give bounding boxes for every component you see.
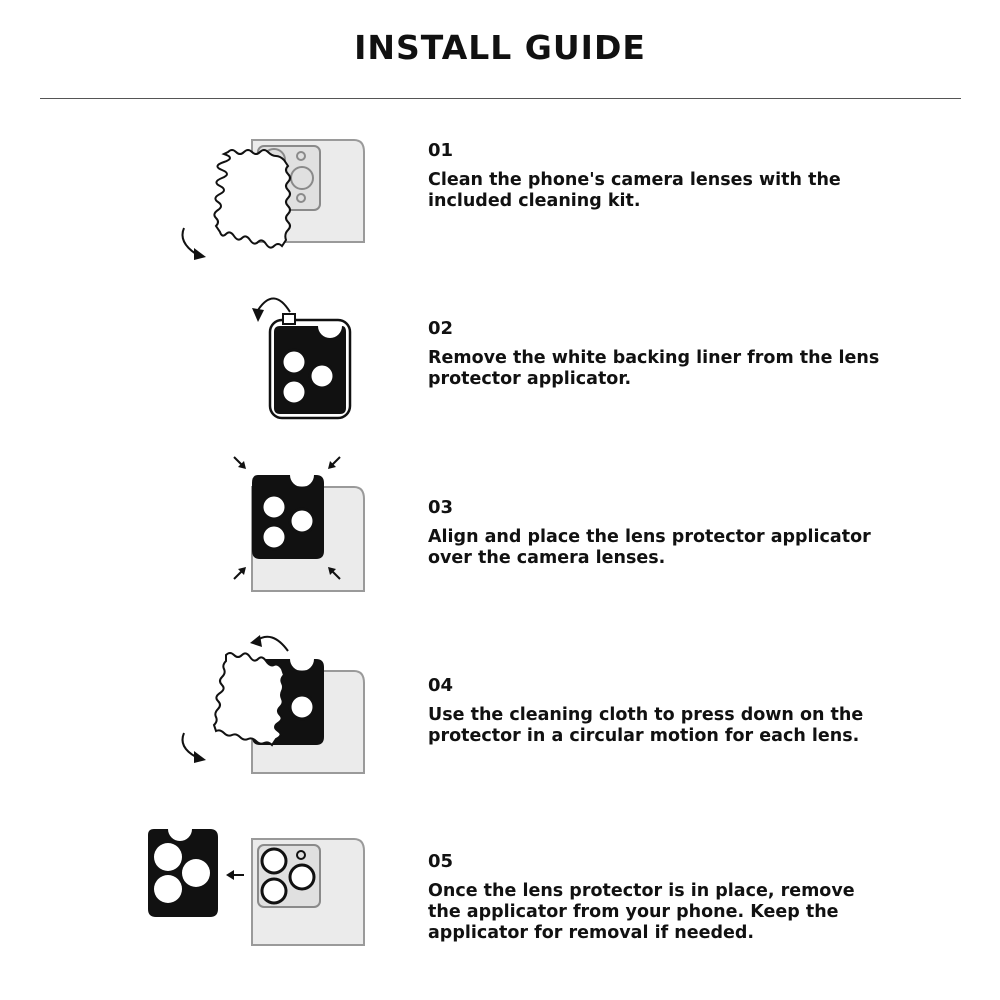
step-description: Clean the phone's camera lenses with the included cleaning kit. bbox=[428, 170, 841, 211]
step-description: Remove the white backing liner from the lens protector applicator. bbox=[428, 348, 880, 389]
step-description: Use the cleaning cloth to press down on the protector in a circular motion for each lens. bbox=[428, 705, 864, 746]
step-number: 01 bbox=[428, 140, 454, 161]
step-3-text bbox=[428, 497, 888, 569]
step-1 bbox=[0, 130, 1000, 300]
step-3 bbox=[0, 455, 1000, 625]
remove-applicator-illustration bbox=[140, 815, 380, 985]
step-2-text bbox=[428, 318, 888, 390]
align-applicator-illustration bbox=[140, 455, 380, 625]
step-5 bbox=[0, 815, 1000, 985]
step-description: Once the lens protector is in place, remove the applicator from your phone. Keep the applicator for removal if needed. bbox=[428, 881, 855, 943]
step-description: Align and place the lens protector applicator over the camera lenses. bbox=[428, 527, 871, 568]
step-4-text bbox=[428, 675, 888, 747]
peel-backing-liner-illustration bbox=[140, 290, 380, 460]
step-number: 05 bbox=[428, 851, 454, 872]
step-number: 03 bbox=[428, 497, 454, 518]
cloth-wiping-camera-illustration bbox=[140, 130, 380, 300]
press-with-cloth-illustration bbox=[140, 625, 380, 795]
page-title: INSTALL GUIDE bbox=[354, 28, 646, 67]
step-1-text bbox=[428, 140, 888, 212]
step-number: 02 bbox=[428, 318, 454, 339]
step-5-text bbox=[428, 851, 888, 944]
step-4 bbox=[0, 625, 1000, 795]
header-divider bbox=[40, 98, 961, 99]
step-number: 04 bbox=[428, 675, 454, 696]
step-2 bbox=[0, 290, 1000, 460]
